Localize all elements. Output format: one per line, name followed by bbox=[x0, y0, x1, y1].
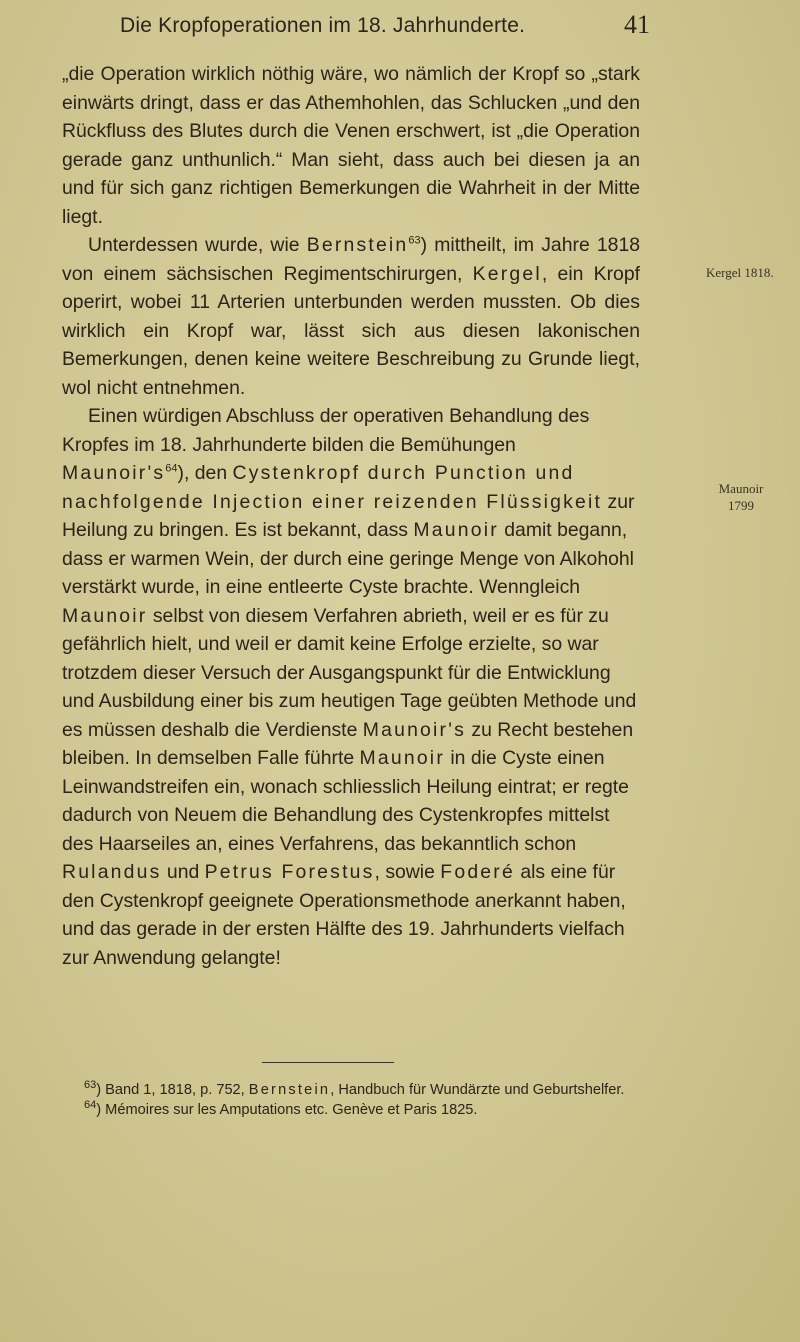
text-run: zur Heilung zu bringen. Es ist bekannt, dass bbox=[62, 490, 635, 541]
paragraph-2 bbox=[62, 231, 640, 402]
footnote-divider bbox=[262, 1062, 394, 1063]
person-name-maunoir: Maunoir's bbox=[62, 462, 166, 484]
running-title: Die Kropfoperationen im 18. Jahrhunderte. bbox=[120, 14, 526, 37]
text-run: damit begann, dass er warmen Wein, der durch eine geringe Menge von Alkohohl verstärkt wurde, in eine entleerte Cyste brachte. Wenngleich bbox=[62, 519, 634, 598]
text-run: ), den bbox=[177, 462, 228, 484]
footnote-author: Bernstein bbox=[248, 1082, 331, 1098]
marginal-note-kergel: Kergel 1818. bbox=[706, 265, 774, 280]
text-run: , Handbuch für Wundärzte und Geburtshelfer. bbox=[330, 1082, 625, 1098]
person-name-kergel: Kergel bbox=[472, 262, 542, 285]
page-number: 41 bbox=[624, 10, 650, 39]
text-run: ) mittheilt, im Jahre 1818 von einem sächsischen Regimentschirurgen, bbox=[62, 234, 641, 285]
text-run: selbst von diesem Verfahren abrieth, weil er es für zu gefährlich hielt, und weil er damit keine Erfolge erzielte, so war trotzdem dieser Versuch der Ausgangspunkt für die Entwicklung und Ausbildung einer bis zum heutigen Tage geübten Methode und es müssen deshalb die Verdienste bbox=[62, 604, 637, 741]
marginal-note-year: 1799 bbox=[728, 498, 754, 513]
text-run: und bbox=[166, 861, 200, 883]
main-text bbox=[62, 60, 640, 972]
footnote-ref-64: 64 bbox=[165, 462, 178, 475]
text-run: ) Band 1, 1818, p. 752, bbox=[96, 1082, 245, 1098]
text-run: als eine für den Cystenkropf geeignete Operationsmethode anerkannt haben, und das gerade in der ersten Hälfte des 19. Jahrhunderts vielfach zur Anwendung gelangte! bbox=[62, 861, 626, 969]
person-name-maunoir: Maunoir bbox=[359, 747, 445, 769]
person-name-bernstein: Bernstein bbox=[306, 234, 409, 256]
paragraph-1: „die Operation wirklich nöthig wäre, wo nämlich der Kropf so „stark einwärts dringt, dass er das Athemhohlen, das Schlucken „und den Rückfluss des Blutes durch die Venen erschwert, ist „die Operation gerade ganz unthunlich.“ Man sieht, dass auch bei diesen ja an und für sich ganz richtigen Bemerkungen die Wahrheit in der Mitte liegt. bbox=[62, 63, 640, 228]
emphasized-method: Cystenkropf durch Punction und nachfolgende Injection einer reizenden Flüssigkeit bbox=[62, 462, 603, 513]
text-run: , ein Kropf operirt, wobei 11 Arterien unterbunden werden mussten. Ob dies wirklich ein Kropf war, lässt sich aus diesen lakonischen Bemerkungen, denen keine weitere Beschreibung zu Grunde liegt, wol nicht entnehmen. bbox=[62, 262, 641, 399]
person-name-fodere: Foderé bbox=[440, 861, 515, 883]
footnote-number: 64 bbox=[84, 1099, 97, 1112]
person-name-maunoir: Maunoir's bbox=[362, 718, 467, 741]
text-run: , sowie bbox=[374, 861, 435, 883]
text-run: zu Recht bestehen bleiben. In demselben Falle führte bbox=[62, 718, 634, 769]
text-run: in die Cyste einen Leinwandstreifen ein, wonach schliesslich Heilung eintrat; er regte dadurch von Neuem die Behandlung des Cystenkropfes mittelst des Haarseiles an, eines Verfahrens, das bekanntlich schon bbox=[62, 747, 629, 855]
footnote-number: 63 bbox=[84, 1079, 97, 1092]
marginal-note-name: Maunoir bbox=[718, 481, 764, 496]
footnotes bbox=[62, 1080, 642, 1120]
marginal-note-maunoir bbox=[710, 480, 772, 514]
footnote-64 bbox=[62, 1100, 642, 1120]
paragraph-3 bbox=[62, 402, 640, 972]
person-name-rulandus: Rulandus bbox=[62, 861, 162, 883]
person-name-maunoir: Maunoir bbox=[413, 519, 499, 541]
page-header bbox=[0, 10, 800, 48]
person-name-forestus: Petrus Forestus bbox=[204, 861, 375, 883]
text-run: Einen würdigen Abschluss der operativen Behandlung des Kropfes im 18. Jahrhunderte bilden die Bemühungen bbox=[62, 405, 590, 456]
person-name-maunoir: Maunoir bbox=[62, 604, 148, 627]
text-run: ) Mémoires sur les Amputations etc. Genève et Paris 1825. bbox=[96, 1102, 478, 1118]
text-run: Unterdessen wurde, wie bbox=[88, 234, 300, 256]
footnote-63 bbox=[62, 1080, 642, 1100]
footnote-ref-63: 63 bbox=[408, 234, 421, 247]
